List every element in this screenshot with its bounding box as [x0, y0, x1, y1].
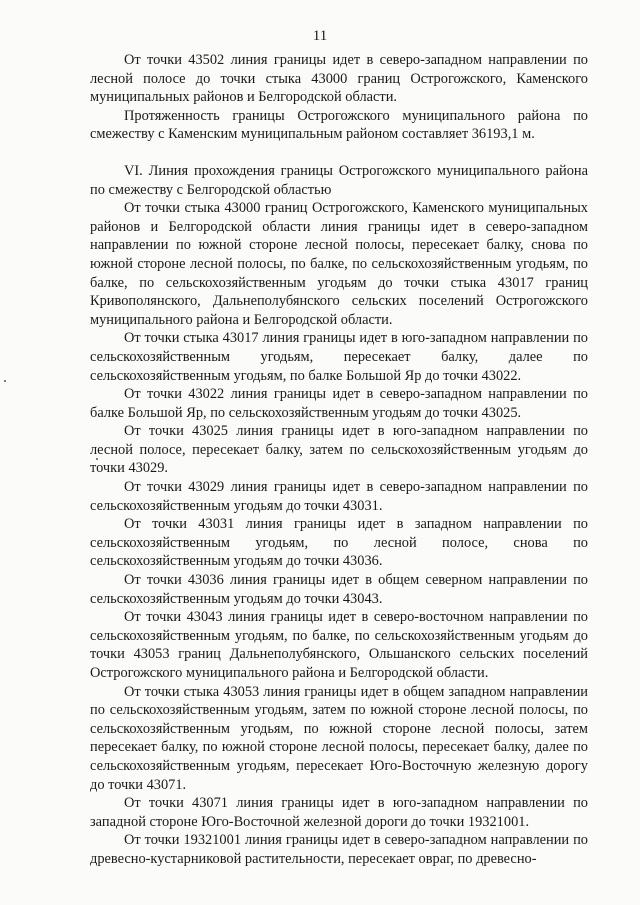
spacer	[90, 144, 588, 162]
scan-speck	[4, 380, 6, 382]
paragraph: От точки 43043 линия границы идет в северо-восточном направлении по сельскохозяйственным угодьям, по балке, по сельскохозяйственным угодьям до точки 43053 границ Дальнеполубянского, Ольшанского сельских поселений Острогожского муниципального района и Белгородской области.	[90, 609, 588, 681]
section-heading: VI. Линия прохождения границы Острогожского муниципального района по смежеству с Белгородской областью	[90, 162, 588, 198]
paragraph: От точки 43502 линия границы идет в северо-западном направлении по лесной полосе до точки стыка 43000 границ Острогожского, Каменского муниципальных районов и Белгородской области.	[90, 52, 588, 106]
paragraph: От точки 43022 линия границы идет в северо-западном направлении по балке Большой Яр, по сельскохозяйственным угодьям до точки 43025.	[90, 386, 588, 421]
paragraph: От точки 43031 линия границы идет в западном направлении по сельскохозяйственным угодьям, по лесной полосе, снова по сельскохозяйственным угодьям до точки 43036.	[90, 516, 588, 570]
paragraph: От точки стыка 43053 линия границы идет в общем западном направлении по сельскохозяйственным угодьям, затем по южной стороне лесной полосы, по сельскохозяйственным угодьям, по южной стороне лесной полосы, затем пересекает балку, по южной стороне лесной полосы, пересекает балку, далее по сельскохозяйственным угодьям, пересекает Юго-Восточную железную дорогу до точки 43071.	[90, 683, 588, 793]
paragraph: От точки стыка 43017 линия границы идет в юго-западном направлении по сельскохозяйственным угодьям, пересекает балку, далее по сельскохозяйственным угодьям, по балке Большой Яр до точки 43022.	[90, 330, 588, 384]
paragraph: От точки стыка 43000 границ Острогожского, Каменского муниципальных районов и Белгородской области линия границы идет в северо-западном направлении по южной стороне лесной полосы, пересекает балку, снова по южной стороне лесной полосы, по балке, по сельскохозяйственным угодьям, по балке, по сельскохозяйственным угодьям до точки стыка 43017 границ Кривополянского, Дальнеполубянского сельских поселений Острогожского муниципального района и Белгородской области.	[90, 200, 588, 328]
scan-speck	[96, 458, 98, 460]
document-body	[90, 51, 588, 869]
paragraph: От точки 43025 линия границы идет в юго-западном направлении по лесной полосе, пересекает балку, затем по сельскохозяйственным угодьям до точки 43029.	[90, 423, 588, 477]
paragraph: От точки 19321001 линия границы идет в северо-западном направлении по древесно-кустарниковой растительности, пересекает овраг, по древесно-	[90, 832, 588, 867]
paragraph: От точки 43029 линия границы идет в северо-западном направлении по сельскохозяйственным угодьям до точки 43031.	[90, 479, 588, 514]
page-number: 11	[312, 28, 328, 44]
paragraph: От точки 43071 линия границы идет в юго-западном направлении по западной стороне Юго-Восточной железной дороги до точки 19321001.	[90, 795, 588, 830]
paragraph: От точки 43036 линия границы идет в общем северном направлении по сельскохозяйственным угодьям до точки 43043.	[90, 572, 588, 607]
paragraph: Протяженность границы Острогожского муниципального района по смежеству с Каменским муниципальным районом составляет 36193,1 м.	[90, 107, 588, 143]
